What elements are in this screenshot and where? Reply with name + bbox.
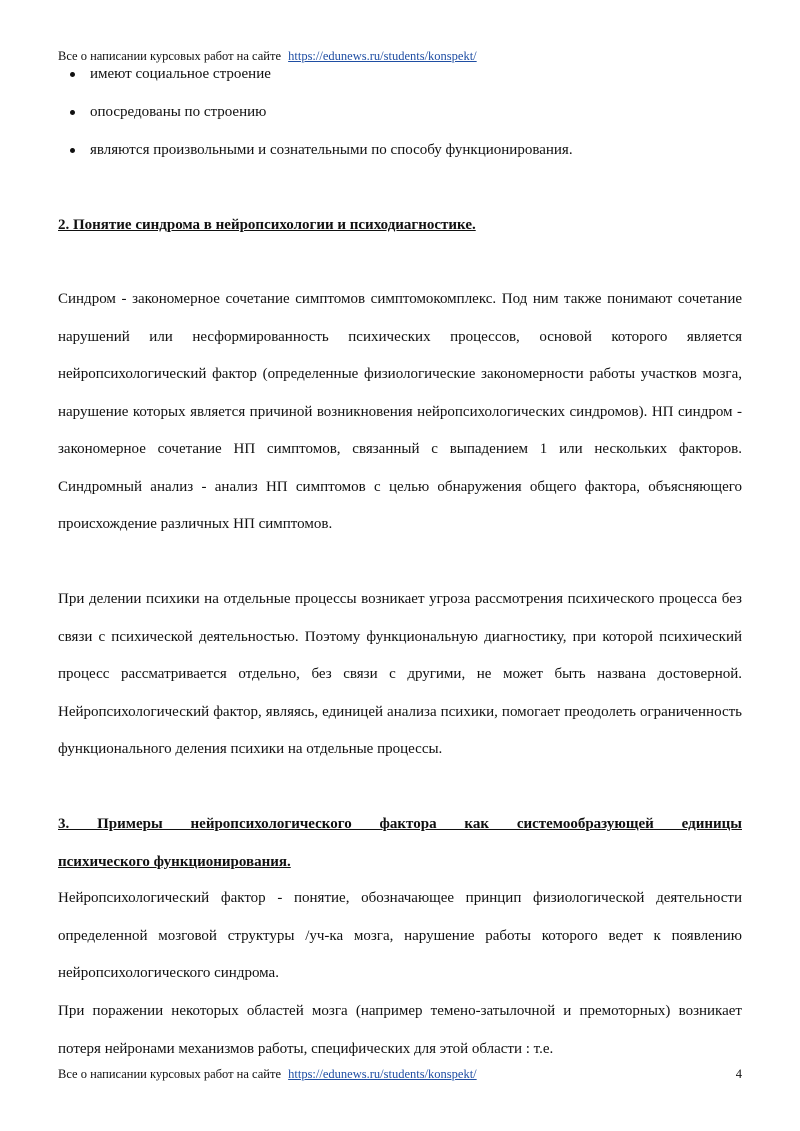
header-link[interactable]: https://edunews.ru/students/konspekt/ (288, 49, 477, 63)
section-3-paragraph-1: Нейропсихологический фактор - понятие, обозначающее принцип физиологической деятельности определенной мозговой структуры /уч-ка мозга, нарушение работы которого ведет к появлению нейропсихологического синдрома. (58, 890, 742, 981)
footer-link[interactable]: https://edunews.ru/students/konspekt/ (288, 1067, 477, 1081)
list-item: опосредованы по строению (58, 100, 748, 138)
section-2-paragraph-1: Синдром - закономерное сочетание симптомов симптомокомплекс. Под ним также понимают сочетание нарушений или несформированность психических процессов, основой которого является нейропсихологический фактор (определенные физиологические закономерности работы участков мозга, нарушение которых является причиной возникновения нейропсихологических синдромов). НП синдром - закономерное сочетание НП симптомов, связанный с выпадением 1 или нескольких факторов. Синдромный анализ - анализ НП симптомов с целью обнаружения общего фактора, объясняющего происхождение различных НП симптомов. (58, 291, 742, 532)
footer-text: Все о написании курсовых работ на сайте (58, 1067, 281, 1081)
bullet-list (58, 62, 748, 176)
page-number: 4 (735, 1067, 742, 1081)
header-text: Все о написании курсовых работ на сайте (58, 49, 281, 63)
section-2-paragraph-2: При делении психики на отдельные процессы возникает угроза рассмотрения психического процесса без связи с психической деятельностью. Поэтому функциональную диагностику, при которой психический процесс рассматривается отдельно, без связи с другими, не может быть названа достоверной. Нейропсихологический фактор, являясь, единицей анализа психики, помогает преодолеть ограниченность функционального деления психики на отдельные процессы. (58, 591, 742, 757)
section-3-heading-line-2: психического функционирования. (58, 854, 291, 870)
section-3-heading-line-1: 3. Примеры нейропсихологического фактора как системообразующей единицы (58, 816, 742, 832)
bullet-icon (70, 110, 75, 115)
page-footer (58, 1067, 742, 1082)
section-3-heading (58, 805, 742, 881)
section-3-paragraph-2: При поражении некоторых областей мозга (например темено-затылочной и премоторных) возникает потеря нейронами механизмов работы, специфических для этой области : т.е. (58, 1003, 742, 1057)
bullet-icon (70, 148, 75, 153)
section-2-heading: 2. Понятие синдрома в нейропсихологии и психодиагностике. (58, 217, 476, 233)
list-item: являются произвольными и сознательными по способу функционирования. (58, 138, 748, 176)
section-2 (58, 206, 742, 244)
bullet-icon (70, 72, 75, 77)
list-item: имеют социальное строение (58, 62, 748, 100)
